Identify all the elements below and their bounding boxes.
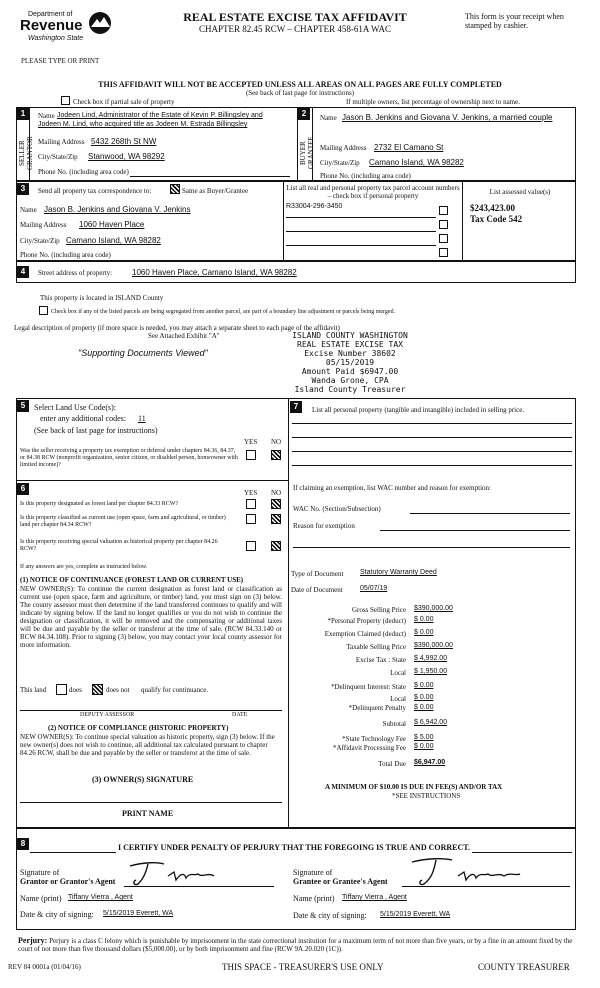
dor-logo bbox=[18, 8, 118, 52]
buyer-name-value[interactable]: Jason B. Jenkins and Giovana V. Jenkins, a married couple bbox=[342, 113, 553, 122]
totals-value-tech-fee[interactable]: $ 5.00 bbox=[414, 734, 434, 741]
section-5-number: 5 bbox=[17, 400, 29, 412]
seller-phone-label: Phone No. (including area code) bbox=[38, 168, 129, 176]
buyer-city-value[interactable]: Camano Island, WA 98282 bbox=[369, 158, 464, 167]
compliance-title: (2) NOTICE OF COMPLIANCE (HISTORIC PROPERTY) bbox=[48, 724, 229, 732]
totals-label-processing-fee: *Affidavit Processing Fee bbox=[333, 744, 406, 752]
grantee-sig-label-1: Signature of bbox=[293, 868, 333, 877]
seller-side-label: SELLER GRANTOR bbox=[18, 136, 34, 170]
section-8-number: 8 bbox=[17, 838, 29, 850]
logo-line-2: Revenue bbox=[20, 17, 83, 34]
seller-name-label: Name bbox=[38, 112, 55, 120]
seller-city-value[interactable]: Stanwood, WA 98292 bbox=[88, 152, 165, 161]
corr-city-value[interactable]: Camano Island, WA 98282 bbox=[66, 236, 161, 245]
county-text: This property is located in ISLAND County bbox=[40, 294, 164, 302]
exhibit-text: See Attached Exhibit "A" bbox=[148, 332, 220, 340]
logo-line-1: Department of bbox=[28, 11, 73, 18]
segregated-label: Check box if any of the listed parcels are being segregated from another parcel, are part of a boundary line adjustment or parcels being merged. bbox=[51, 309, 396, 315]
historic-question: Is this property receiving special valuation as historical property per chapter 84.26 RCW? bbox=[20, 539, 218, 552]
continuance-body: NEW OWNER(S): To continue the current designation as forest land or classification as current use (open space, farm and agriculture, or timber) land, you must sign on (3) below. The county assessor must then determine if the land transferred continues to qualify and will indicate by signing below. If the land no longer qualifies or you do not wish to continue the designation or classification, it will be removed and the compensating or additional taxes will be due and payable by the seller or transferor at the time of sale. (RCW 84.33.140 or RCW 84.34.108). Prior to signing (3) below, you may contact your local county assessor for more information. bbox=[20, 585, 282, 649]
corr-name-value[interactable]: Jason B. Jenkins and Giovana V. Jenkins bbox=[44, 205, 191, 214]
minimum-note: A MINIMUM OF $10.00 IS DUE IN FEE(S) AND/OR TAX bbox=[325, 783, 503, 791]
continuance-title: (1) NOTICE OF CONTINUANCE (FOREST LAND OR CURRENT USE) bbox=[20, 576, 244, 584]
grantor-signature bbox=[124, 858, 244, 888]
totals-value-exemption[interactable]: $ 0.00 bbox=[414, 629, 434, 636]
grantee-date-label: Date & city of signing: bbox=[293, 911, 367, 920]
forest-land-question: Is this property designated as forest land per chapter 84.33 RCW? bbox=[20, 501, 179, 507]
land-use-label: Select Land Use Code(s): bbox=[34, 403, 116, 412]
personal-property-checkbox-3[interactable] bbox=[439, 234, 448, 243]
seller-mailing-label: Mailing Address bbox=[38, 138, 85, 146]
doc-type-value[interactable]: Statutory Warranty Deed bbox=[360, 569, 437, 576]
totals-value-subtotal[interactable]: $ 6,942.00 bbox=[414, 719, 448, 726]
grantee-date-city[interactable]: 5/15/2019 Everett, WA bbox=[380, 911, 451, 918]
additional-codes-value[interactable]: 11 bbox=[138, 414, 146, 423]
totals-label-total: Total Due bbox=[378, 760, 406, 768]
corr-phone-label: Phone No. (including area code) bbox=[20, 251, 111, 259]
totals-value-gross[interactable]: $390,000.00 bbox=[414, 605, 453, 612]
stamp-line-7: Island County Treasurer bbox=[294, 385, 406, 394]
owner-signature-label: (3) OWNER(S) SIGNATURE bbox=[92, 775, 194, 784]
section-4-number: 4 bbox=[17, 266, 29, 278]
personal-property-checkbox-1[interactable] bbox=[439, 206, 448, 215]
seller-name-2[interactable]: Jodeen M. Lind, who acquired title as Jodeen M. Estrada Billingsley bbox=[38, 121, 248, 128]
form-subtitle: CHAPTER 82.45 RCW – CHAPTER 458-61A WAC bbox=[199, 24, 391, 34]
perjury-label: Perjury: bbox=[18, 936, 48, 945]
corr-city-label: City/State/Zip bbox=[20, 237, 60, 245]
grantee-sig-label-2: Grantee or Grantee's Agent bbox=[293, 877, 388, 886]
grantor-name-label: Name (print) bbox=[20, 894, 62, 903]
perjury-text: Perjury is a class C felony which is punishable by imprisonment in the state correctional institution for a maximum term of not more than five years, or by a fine in an amount fixed by the court of not more than five thousand dollars ($5,000.00), or by both imprisonment and fine (RCW 9A.20.020 (1C)). bbox=[18, 937, 573, 953]
grantor-date-label: Date & city of signing: bbox=[20, 910, 94, 919]
totals-value-penalty[interactable]: $ 0.00 bbox=[414, 704, 434, 711]
multiple-owners-note: If multiple owners, list percentage of ownership next to name. bbox=[346, 98, 520, 106]
buyer-mailing-label: Mailing Address bbox=[320, 144, 367, 152]
exemption-yes-checkbox[interactable] bbox=[246, 450, 256, 460]
same-as-buyer-checkbox[interactable] bbox=[170, 184, 180, 194]
grantee-name-value[interactable]: Tiffany Vierra , Agent bbox=[342, 894, 407, 901]
deputy-assessor-label: DEPUTY ASSESSOR bbox=[80, 712, 135, 718]
treasurer-stamp bbox=[270, 331, 430, 394]
grantor-sig-label-1: Signature of bbox=[20, 868, 60, 877]
totals-label-subtotal: Subtotal bbox=[382, 720, 406, 728]
tax-code[interactable]: Tax Code 542 bbox=[470, 214, 523, 224]
current-use-yes-checkbox[interactable] bbox=[246, 514, 256, 524]
totals-value-personal[interactable]: $ 0.00 bbox=[414, 616, 434, 623]
totals-label-personal: *Personal Property (deduct) bbox=[327, 617, 406, 625]
see-back-note: (See back of last page for instructions) bbox=[34, 426, 158, 435]
perjury-notice bbox=[18, 937, 578, 953]
this-land-label: This land bbox=[20, 686, 47, 694]
grantor-date-city[interactable]: 5/15/2019 Everett, WA bbox=[103, 910, 174, 917]
exemption-question: Was the seller receiving a property tax exemption or deferral under chapters 84.36, 84.37, or 84.38 RCW (nonprofit organization, senior citizen, or disabled person, homeowner with limited income)? bbox=[20, 448, 238, 468]
section-6-number: 6 bbox=[17, 483, 29, 495]
partial-sale-label: Check box if partial sale of property bbox=[73, 98, 175, 106]
does-not-checkbox[interactable] bbox=[92, 684, 103, 695]
grantee-name-label: Name (print) bbox=[293, 894, 335, 903]
notice-sub: (See back of last page for instructions) bbox=[245, 89, 355, 97]
does-label: does bbox=[69, 686, 82, 694]
section5-yes-header: YES bbox=[244, 438, 258, 446]
stamp-line-5: Amount Paid $6947.00 bbox=[301, 367, 399, 376]
reason-label: Reason for exemption bbox=[293, 522, 355, 530]
section-1-number: 1 bbox=[17, 108, 29, 120]
seller-name-1[interactable]: Jodeen Lind, Administrator of the Estate of Kevin P. Billingsley and bbox=[57, 112, 263, 119]
totals-label-exemption: Exemption Claimed (deduct) bbox=[324, 630, 406, 638]
form-title: REAL ESTATE EXCISE TAX AFFIDAVIT bbox=[183, 10, 407, 24]
stamp-line-3: Excise Number 38602 bbox=[304, 349, 396, 358]
stamp-line-6: Wanda Grone, CPA bbox=[311, 376, 389, 385]
doc-type-label: Type of Document bbox=[291, 570, 344, 578]
stamp-line-2: REAL ESTATE EXCISE TAX bbox=[297, 340, 403, 349]
notice-main: THIS AFFIDAVIT WILL NOT BE ACCEPTED UNLESS ALL AREAS ON ALL PAGES ARE FULLY COMPLETED bbox=[98, 80, 502, 89]
section5-no-header: NO bbox=[271, 438, 282, 446]
totals-value-taxable[interactable]: $390,000.00 bbox=[414, 642, 453, 649]
section-2-number: 2 bbox=[298, 108, 310, 120]
assessed-header: List assessed value(s) bbox=[489, 188, 551, 196]
totals-value-excise-local[interactable]: $ 1,950.00 bbox=[414, 668, 448, 675]
legal-description-label: Legal description of property (if more space is needed, you may attach a separate sheet to each page of the affidavit) bbox=[14, 324, 340, 332]
supporting-documents: "Supporting Documents Viewed" bbox=[78, 348, 208, 358]
grantor-name-value[interactable]: Tiffany Vierra , Agent bbox=[68, 894, 133, 901]
partial-sale-checkbox[interactable] bbox=[61, 96, 70, 105]
segregated-checkbox[interactable] bbox=[39, 306, 48, 315]
county-treasurer-label: COUNTY TREASURER bbox=[478, 962, 570, 972]
stamp-line-4: 05/15/2019 bbox=[325, 358, 375, 367]
receipt-note: This form is your receipt when stamped by cashier. bbox=[465, 12, 564, 30]
seller-city-label: City/State/Zip bbox=[38, 153, 78, 161]
corr-name-label: Name bbox=[20, 206, 37, 214]
print-name-label: PRINT NAME bbox=[122, 809, 174, 818]
wac-label: WAC No. (Section/Subsection) bbox=[293, 505, 381, 513]
section-7-number: 7 bbox=[290, 401, 302, 413]
buyer-phone-label: Phone No. (including area code) bbox=[320, 172, 411, 180]
qualify-label: qualify for continuance. bbox=[141, 686, 209, 694]
treasurer-use-only: THIS SPACE - TREASURER'S USE ONLY bbox=[222, 962, 384, 972]
totals-label-interest-local: Local bbox=[390, 695, 406, 703]
stamp-line-1: ISLAND COUNTY WASHINGTON bbox=[292, 331, 408, 340]
assessed-value[interactable]: $243,423.00 bbox=[470, 203, 515, 213]
corr-mailing-label: Mailing Address bbox=[20, 221, 67, 229]
buyer-side-label: BUYER GRANTEE bbox=[299, 136, 315, 170]
grantor-sig-label-2: Grantor or Grantor's Agent bbox=[20, 877, 116, 886]
current-use-no-checkbox[interactable] bbox=[271, 514, 281, 524]
send-correspondence-label: Send all property tax correspondence to: bbox=[38, 187, 152, 195]
historic-yes-checkbox[interactable] bbox=[246, 541, 256, 551]
compliance-body: NEW OWNER(S): To continue special valuation as historic property, sign (3) below. If the new owner(s) does not wish to continue, all additional tax calculated pursuant to chapter 84.26 RCW, shall be due and payable by the seller or transferor at the time of sale. bbox=[20, 733, 275, 757]
totals-value-interest-local[interactable]: $ 0.00 bbox=[414, 694, 434, 701]
exemption-no-checkbox[interactable] bbox=[271, 450, 281, 460]
revision-label: REV 84 0001a (01/04/16) bbox=[8, 963, 81, 971]
see-instructions-note: *SEE INSTRUCTIONS bbox=[392, 792, 461, 800]
section-3-number: 3 bbox=[17, 183, 29, 195]
forest-no-checkbox[interactable] bbox=[271, 499, 281, 509]
assessor-date-label: DATE bbox=[232, 712, 248, 718]
type-note: PLEASE TYPE OR PRINT bbox=[21, 57, 100, 65]
totals-label-penalty: *Delinquent Penalty bbox=[348, 704, 406, 712]
totals-value-interest-state[interactable]: $ 0.00 bbox=[414, 682, 434, 689]
does-not-label: does not bbox=[106, 686, 130, 694]
totals-label-interest-state: *Delinquent Interest: State bbox=[330, 683, 406, 691]
totals-label-excise-local: Local bbox=[390, 669, 406, 677]
current-use-question: Is this property classified as current use (open space, farm and agricultural, or timber) land per chapter 84.34 RCW? bbox=[20, 515, 226, 528]
totals-label-taxable: Taxable Selling Price bbox=[346, 643, 406, 651]
if-yes-note: If any answers are yes, complete as instructed below. bbox=[20, 564, 148, 570]
parcel-value[interactable]: R33004-296-3450 bbox=[286, 203, 343, 210]
parcel-header: List all real and personal property tax parcel account numbers – check box if personal property bbox=[286, 184, 460, 200]
logo-mountain-icon bbox=[86, 10, 114, 36]
street-address-label: Street address of property: bbox=[38, 269, 113, 277]
same-as-buyer-label: Same as Buyer/Grantee bbox=[182, 187, 249, 195]
section6-yes-header: YES bbox=[244, 489, 258, 497]
certify-statement: I CERTIFY UNDER PENALTY OF PERJURY THAT THE FOREGOING IS TRUE AND CORRECT. bbox=[118, 843, 471, 852]
historic-no-checkbox[interactable] bbox=[271, 541, 281, 551]
buyer-name-label: Name bbox=[320, 114, 337, 122]
totals-label-excise-state: Excise Tax : State bbox=[355, 656, 406, 664]
additional-codes-label: enter any additional codes: bbox=[40, 414, 126, 423]
forest-yes-checkbox[interactable] bbox=[246, 499, 256, 509]
seller-mailing-value[interactable]: 5432 268th St NW bbox=[91, 137, 157, 146]
personal-property-checkbox-2[interactable] bbox=[439, 220, 448, 229]
totals-value-processing-fee[interactable]: $ 0.00 bbox=[414, 743, 434, 750]
does-checkbox[interactable] bbox=[56, 684, 67, 695]
buyer-mailing-value[interactable]: 2732 El Camano St bbox=[374, 143, 444, 152]
corr-mailing-value[interactable]: 1060 Haven Place bbox=[79, 220, 145, 229]
personal-property-label: List all personal property (tangible and intangible) included in selling price. bbox=[312, 406, 525, 414]
logo-line-3: Washington State bbox=[28, 35, 84, 42]
totals-value-excise-state[interactable]: $ 4,992.00 bbox=[414, 655, 448, 662]
grantee-signature bbox=[406, 852, 536, 888]
doc-date-label: Date of Document bbox=[291, 586, 343, 594]
totals-value-total[interactable]: $6,947.00 bbox=[414, 759, 446, 766]
section6-no-header: NO bbox=[271, 489, 282, 497]
totals-label-tech-fee: *State Technology Fee bbox=[342, 735, 406, 743]
personal-property-checkbox-4[interactable] bbox=[439, 248, 448, 257]
street-address-value[interactable]: 1060 Haven Place, Camano Island, WA 98282 bbox=[132, 268, 297, 277]
totals-label-gross: Gross Selling Price bbox=[351, 606, 406, 614]
doc-date-value[interactable]: 05/07/19 bbox=[360, 585, 388, 592]
buyer-city-label: City/State/Zip bbox=[320, 159, 360, 167]
exemption-claim-label: If claiming an exemption, list WAC number and reason for exemption: bbox=[293, 484, 491, 492]
